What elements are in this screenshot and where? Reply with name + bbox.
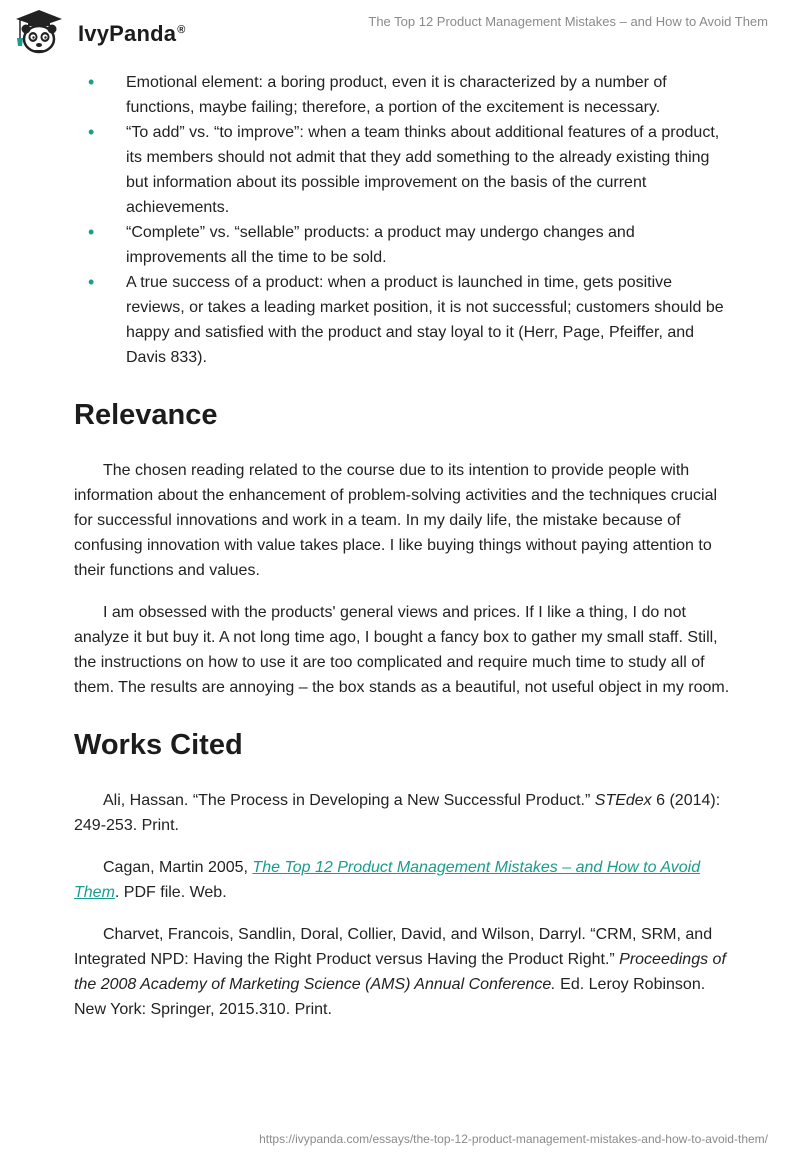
citation-text: Cagan, Martin 2005, — [103, 859, 253, 876]
citation-charvet — [74, 922, 734, 1022]
list-item — [74, 270, 734, 370]
essay-content — [74, 70, 734, 1022]
citation-text: . PDF file. Web. — [114, 884, 227, 901]
brand-name — [78, 21, 186, 47]
citation-text: Charvet, Francois, Sandlin, Doral, Collier, David, and Wilson, Darryl. “CRM, SRM, and Integrated NPD: Having the Right Product versus Having the Product Right.” — [74, 926, 713, 968]
citation-text: 6 (2014): 249-253. Print. — [74, 792, 721, 834]
registered-mark: ® — [177, 23, 186, 36]
brand-logo[interactable] — [14, 8, 214, 56]
bullet-text: A true success of a product: when a product is launched in time, gets positive reviews, or takes a leading market position, it is not successful; customers should be happy and satisfied with the product and stay loyal to it (Herr, Page, Pfeiffer, and Davis 833). — [126, 274, 724, 366]
brand-text: IvyPanda — [78, 21, 177, 46]
bullet-text: “Complete” vs. “sellable” products: a product may undergo changes and improvements all the time to be sold. — [126, 224, 635, 266]
relevance-paragraph: The chosen reading related to the course due to its intention to provide people with information about the enhancement of problem-solving activities and the techniques crucial for successful innovations and work in a team. In my daily life, the mistake because of confusing innovation with value takes place. I like buying things without paying attention to their functions and values. — [74, 462, 718, 579]
works-cited-heading: Works Cited — [74, 729, 243, 761]
panda-graduate-icon — [14, 8, 64, 56]
citation-text: Ed. Leroy Robinson. New York: Springer, 2015.310. Print. — [74, 976, 706, 1018]
document-title: The Top 12 Product Management Mistakes – and How to Avoid Them — [368, 14, 768, 29]
bullet-icon: • — [88, 122, 95, 142]
bullet-icon: • — [88, 222, 95, 242]
list-item — [74, 120, 734, 220]
relevance-paragraph: I am obsessed with the products' general views and prices. If I like a thing, I do not analyze it but buy it. A not long time ago, I bought a fancy box to gather my small staff. Still, the instructions on how to use it are too complicated and require much time to study all of them. The results are annoying – the box stands as a beautiful, not useful object in my room. — [74, 604, 730, 696]
citation-proceedings: Proceedings of the 2008 Academy of Marketing Science (AMS) Annual Conference. — [74, 951, 726, 993]
citation-ali — [74, 788, 734, 838]
citation-text: Ali, Hassan. “The Process in Developing a New Successful Product.” — [103, 792, 595, 809]
list-item — [74, 70, 734, 120]
relevance-heading: Relevance — [74, 399, 218, 431]
citation-link[interactable]: The Top 12 Product Management Mistakes – and How to Avoid Them — [74, 859, 701, 901]
bullet-list — [74, 70, 734, 370]
list-item — [74, 220, 734, 270]
citation-cagan — [74, 855, 734, 905]
footer-url[interactable]: https://ivypanda.com/essays/the-top-12-product-management-mistakes-and-how-to-avoid-them/ — [259, 1132, 768, 1146]
bullet-icon: • — [88, 272, 95, 292]
bullet-text: “To add” vs. “to improve”: when a team thinks about additional features of a product, its members should not admit that they add something to the already existing thing but information about its possible improvement on the basis of the current achievements. — [126, 124, 720, 216]
bullet-text: Emotional element: a boring product, even it is characterized by a number of functions, maybe failing; therefore, a portion of the excitement is necessary. — [126, 74, 667, 116]
citation-journal: STEdex — [594, 792, 652, 809]
page-header — [0, 0, 800, 64]
bullet-icon: • — [88, 72, 95, 92]
